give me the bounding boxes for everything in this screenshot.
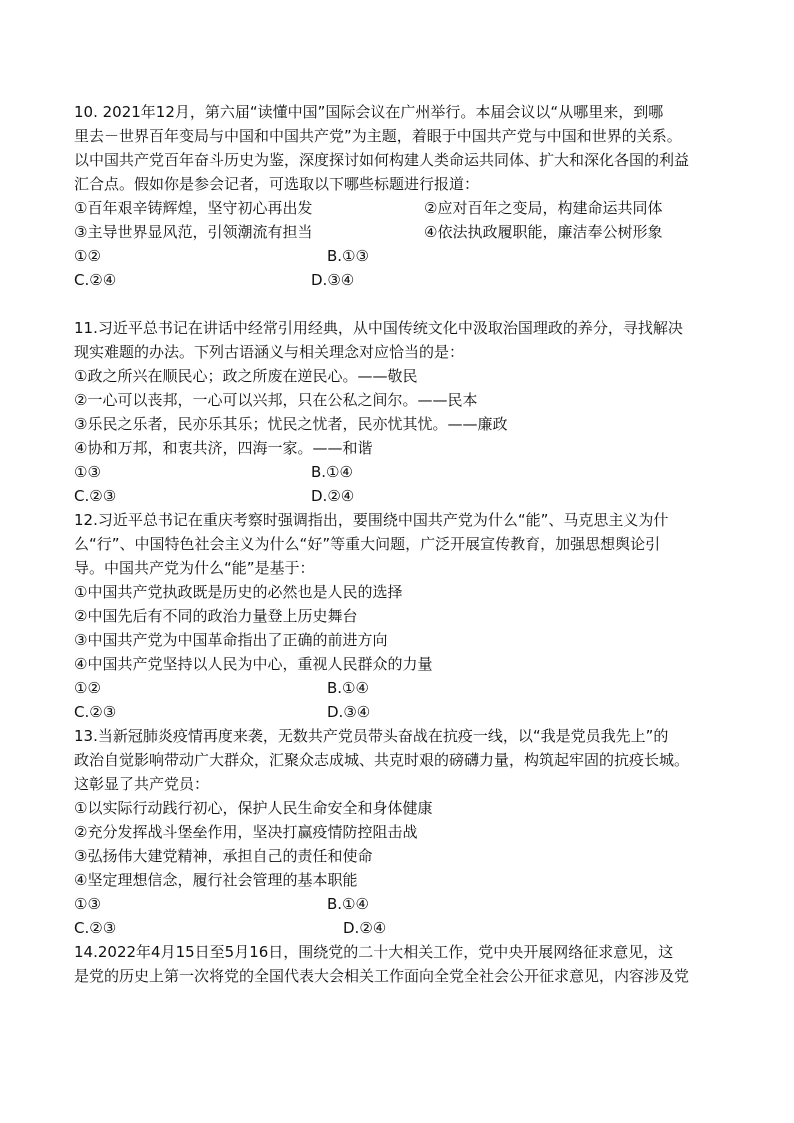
q11-item-4: ④协和万邦，和衷共济，四海一家。——和谐	[74, 439, 373, 457]
q13-choice-a: ①③	[74, 895, 101, 913]
q13-stem-line-3: 这彰显了共产党员：	[74, 775, 210, 793]
q13-item-4: ④坚定理想信念，履行社会管理的基本职能	[74, 871, 358, 889]
q12-choice-d: D.③④	[327, 703, 371, 721]
q10-stem-line-2: 里去－世界百年变局与中国和中国共产党”为主题，着眼于中国共产党与中国和世界的关系。	[74, 127, 682, 145]
q12-item-3: ③中国共产党为中国革命指出了正确的前进方向	[74, 631, 388, 649]
q13-choice-d: D.②④	[343, 919, 387, 937]
q12-stem-line-1: 12.习近平总书记在重庆考察时强调指出，要围绕中国共产党为什么“能”、马克思主义为什	[74, 511, 669, 529]
q13-choice-b: B.①④	[327, 895, 369, 913]
q13-item-3: ③弘扬伟大建党精神，承担自己的责任和使命	[74, 847, 373, 865]
q12-stem-line-3: 导。中国共产党为什么“能”是基于：	[74, 559, 315, 577]
q10-item-1: ①百年艰辛铸辉煌，坚守初心再出发	[74, 199, 313, 217]
q12-item-4: ④中国共产党坚持以人民为中心，重视人民群众的力量	[74, 655, 433, 673]
q10-item-4: ④依法执政履职能，廉洁奉公树形象	[424, 223, 663, 241]
q13-item-2: ②充分发挥战斗堡垒作用，坚决打赢疫情防控阻击战	[74, 823, 418, 841]
q11-stem-line-2: 现实难题的办法。下列古语涵义与相关理念对应恰当的是：	[74, 343, 465, 361]
q10-choice-b: B.①③	[327, 247, 369, 265]
q11-choice-b: B.①④	[311, 463, 353, 481]
q13-choice-c: C.②③	[74, 919, 117, 937]
q10-stem-line-1: 10. 2021年12月，第六届“读懂中国”国际会议在广州举行。本届会议以“从哪里来，到哪	[74, 103, 664, 121]
q11-choice-c: C.②③	[74, 487, 117, 505]
q10-choice-d: D.③④	[311, 271, 355, 289]
q11-item-3: ③乐民之乐者，民亦乐其乐；忧民之忧者，民亦忧其忧。——廉政	[74, 415, 508, 433]
q13-stem-line-2: 政治自觉影响带动广大群众，汇聚众志成城、共克时艰的磅礴力量，构筑起牢固的抗疫长城。	[74, 751, 690, 769]
q12-stem-line-2: 么“行”、中国特色社会主义为什么“好”等重大问题，广泛开展宣传教育，加强思想舆论引	[74, 535, 661, 553]
q10-item-3: ③主导世界显风范，引领潮流有担当	[74, 223, 313, 241]
q14-stem-line-2: 是党的历史上第一次将党的全国代表大会相关工作面向全党全社会公开征求意见，内容涉及党	[74, 967, 690, 985]
q10-choice-a: ①②	[74, 247, 101, 265]
q11-stem-line-1: 11.习近平总书记在讲话中经常引用经典，从中国传统文化中汲取治国理政的养分，寻找解决	[74, 319, 683, 337]
q12-choice-c: C.②③	[74, 703, 117, 721]
q12-choice-a: ①②	[74, 679, 101, 697]
q10-stem-line-3: 以中国共产党百年奋斗历史为鉴，深度探讨如何构建人类命运共同体、扩大和深化各国的利益	[74, 151, 690, 169]
q14-stem-line-1: 14.2022年4月15日至5月16日，围绕党的二十大相关工作，党中央开展网络征求意见，这	[74, 943, 674, 961]
q13-stem-line-1: 13.当新冠肺炎疫情再度来袭，无数共产党员带头奋战在抗疫一线，以“我是党员我先上”的	[74, 727, 669, 745]
q10-stem-line-4: 汇合点。假如你是参会记者，可选取以下哪些标题进行报道：	[74, 175, 480, 193]
q11-item-1: ①政之所兴在顺民心；政之所废在逆民心。——敬民	[74, 367, 418, 385]
q12-choice-b: B.①④	[327, 679, 369, 697]
q12-item-1: ①中国共产党执政既是历史的必然也是人民的选择	[74, 583, 403, 601]
q10-choice-c: C.②④	[74, 271, 117, 289]
q13-item-1: ①以实际行动践行初心，保护人民生命安全和身体健康	[74, 799, 433, 817]
q11-item-2: ②一心可以丧邦，一心可以兴邦，只在公私之间尔。——民本	[74, 391, 478, 409]
q11-choice-a: ①③	[74, 463, 101, 481]
q10-item-2: ②应对百年之变局，构建命运共同体	[424, 199, 663, 217]
q11-choice-d: D.②④	[311, 487, 355, 505]
q12-item-2: ②中国先后有不同的政治力量登上历史舞台	[74, 607, 358, 625]
